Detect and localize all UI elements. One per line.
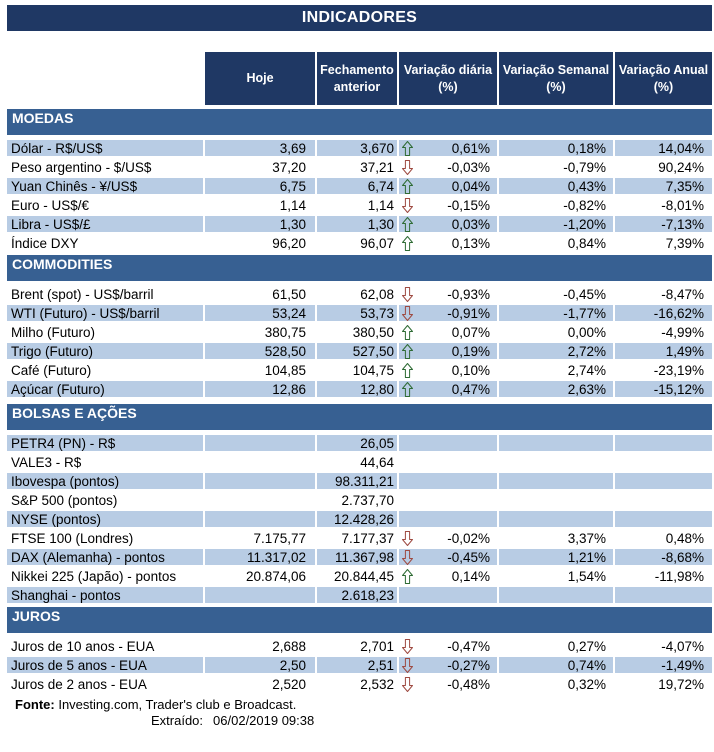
cell-variacao-anual: 7,35% bbox=[613, 178, 712, 194]
table-row bbox=[7, 435, 712, 451]
down-arrow-icon bbox=[402, 287, 413, 302]
cell-fechamento-anterior: 6,74 bbox=[315, 178, 397, 194]
cell-variacao-semanal: 3,37% bbox=[497, 530, 613, 546]
cell-label: Açúcar (Futuro) bbox=[7, 381, 203, 397]
cell-variacao-anual: -23,19% bbox=[613, 362, 712, 378]
cell-variacao-diaria bbox=[397, 530, 497, 546]
cell-variacao-semanal: 2,74% bbox=[497, 362, 613, 378]
cell-variacao-anual bbox=[613, 435, 712, 451]
cell-fechamento-anterior: 527,50 bbox=[315, 343, 397, 359]
cell-variacao-semanal bbox=[497, 587, 613, 603]
column-header-spacer bbox=[7, 52, 203, 105]
cell-hoje: 6,75 bbox=[203, 178, 315, 194]
daily-value: 0,47% bbox=[451, 381, 490, 397]
section-rows bbox=[7, 286, 712, 397]
down-arrow-icon bbox=[402, 198, 413, 213]
cell-variacao-diaria bbox=[397, 473, 497, 489]
cell-variacao-diaria bbox=[397, 435, 497, 451]
cell-fechamento-anterior: 2.737,70 bbox=[315, 492, 397, 508]
daily-value: -0,02% bbox=[447, 530, 490, 546]
daily-value: 0,03% bbox=[451, 216, 490, 232]
cell-variacao-semanal: 2,72% bbox=[497, 343, 613, 359]
down-arrow-icon bbox=[402, 677, 413, 692]
trend-icon-slot bbox=[402, 179, 414, 194]
table-row bbox=[7, 638, 712, 654]
daily-value: 0,19% bbox=[451, 343, 490, 359]
cell-variacao-anual: -1,49% bbox=[613, 657, 712, 673]
table-section bbox=[7, 109, 712, 251]
cell-variacao-diaria bbox=[397, 286, 497, 302]
source-line bbox=[15, 697, 712, 713]
section-rows bbox=[7, 140, 712, 251]
cell-label: S&P 500 (pontos) bbox=[7, 492, 203, 508]
cell-hoje bbox=[203, 435, 315, 451]
cell-variacao-diaria bbox=[397, 140, 497, 156]
cell-label: Índice DXY bbox=[7, 235, 203, 251]
cell-fechamento-anterior: 2,701 bbox=[315, 638, 397, 654]
cell-variacao-anual: 19,72% bbox=[613, 676, 712, 692]
trend-icon-slot bbox=[402, 455, 414, 470]
cell-variacao-diaria bbox=[397, 324, 497, 340]
cell-variacao-anual bbox=[613, 454, 712, 470]
daily-value: 0,14% bbox=[451, 568, 490, 584]
cell-fechamento-anterior: 62,08 bbox=[315, 286, 397, 302]
down-arrow-icon bbox=[402, 160, 413, 175]
table-row bbox=[7, 305, 712, 321]
cell-variacao-diaria bbox=[397, 511, 497, 527]
cell-label: Brent (spot) - US$/barril bbox=[7, 286, 203, 302]
cell-variacao-semanal: 0,32% bbox=[497, 676, 613, 692]
cell-variacao-anual: -15,12% bbox=[613, 381, 712, 397]
daily-value: -0,27% bbox=[447, 657, 490, 673]
trend-icon-slot bbox=[402, 160, 414, 175]
cell-variacao-anual: -4,07% bbox=[613, 638, 712, 654]
cell-hoje: 528,50 bbox=[203, 343, 315, 359]
cell-label: Libra - US$/£ bbox=[7, 216, 203, 232]
cell-fechamento-anterior: 11.367,98 bbox=[315, 549, 397, 565]
cell-label: Milho (Futuro) bbox=[7, 324, 203, 340]
down-arrow-icon bbox=[402, 306, 413, 321]
table-body bbox=[7, 109, 712, 692]
cell-variacao-diaria bbox=[397, 159, 497, 175]
trend-icon-slot bbox=[402, 493, 414, 508]
trend-icon-slot bbox=[402, 658, 414, 673]
up-arrow-icon bbox=[402, 382, 413, 397]
down-arrow-icon bbox=[402, 531, 413, 546]
daily-value: -0,93% bbox=[447, 286, 490, 302]
table-row bbox=[7, 511, 712, 527]
cell-label: DAX (Alemanha) - pontos bbox=[7, 549, 203, 565]
cell-variacao-semanal bbox=[497, 492, 613, 508]
cell-variacao-diaria bbox=[397, 343, 497, 359]
cell-hoje: 11.317,02 bbox=[203, 549, 315, 565]
cell-variacao-diaria bbox=[397, 549, 497, 565]
trend-icon-slot bbox=[402, 344, 414, 359]
cell-variacao-anual: -16,62% bbox=[613, 305, 712, 321]
down-arrow-icon bbox=[402, 639, 413, 654]
daily-value: -0,47% bbox=[447, 638, 490, 654]
cell-hoje: 104,85 bbox=[203, 362, 315, 378]
cell-variacao-anual: -4,99% bbox=[613, 324, 712, 340]
up-arrow-icon bbox=[402, 236, 413, 251]
trend-icon-slot bbox=[402, 436, 414, 451]
cell-hoje: 53,24 bbox=[203, 305, 315, 321]
cell-variacao-anual bbox=[613, 587, 712, 603]
daily-value: -0,03% bbox=[447, 159, 490, 175]
cell-hoje: 2,520 bbox=[203, 676, 315, 692]
daily-value: 0,10% bbox=[451, 362, 490, 378]
cell-variacao-semanal bbox=[497, 454, 613, 470]
cell-fechamento-anterior: 12,80 bbox=[315, 381, 397, 397]
trend-icon-slot bbox=[402, 141, 414, 156]
cell-label: Dólar - R$/US$ bbox=[7, 140, 203, 156]
cell-label: Yuan Chinês - ¥/US$ bbox=[7, 178, 203, 194]
cell-label: PETR4 (PN) - R$ bbox=[7, 435, 203, 451]
trend-icon-slot bbox=[402, 569, 414, 584]
section-header: MOEDAS bbox=[7, 109, 712, 135]
cell-hoje: 20.874,06 bbox=[203, 568, 315, 584]
table-section bbox=[7, 607, 712, 692]
cell-variacao-diaria bbox=[397, 676, 497, 692]
up-arrow-icon bbox=[402, 363, 413, 378]
cell-label: Ibovespa (pontos) bbox=[7, 473, 203, 489]
trend-icon-slot bbox=[402, 287, 414, 302]
cell-label: Peso argentino - $/US$ bbox=[7, 159, 203, 175]
up-arrow-icon bbox=[402, 141, 413, 156]
daily-value: -0,45% bbox=[447, 549, 490, 565]
cell-variacao-semanal: 1,54% bbox=[497, 568, 613, 584]
cell-variacao-semanal: -0,45% bbox=[497, 286, 613, 302]
column-header-var-semanal: Variação Semanal (%) bbox=[497, 52, 613, 105]
cell-variacao-diaria bbox=[397, 587, 497, 603]
daily-value: -0,15% bbox=[447, 197, 490, 213]
cell-variacao-diaria bbox=[397, 216, 497, 232]
cell-hoje: 2,50 bbox=[203, 657, 315, 673]
cell-fechamento-anterior: 2,51 bbox=[315, 657, 397, 673]
cell-label: Euro - US$/€ bbox=[7, 197, 203, 213]
table-row bbox=[7, 178, 712, 194]
cell-variacao-anual: -7,13% bbox=[613, 216, 712, 232]
trend-icon-slot bbox=[402, 639, 414, 654]
cell-variacao-diaria bbox=[397, 657, 497, 673]
cell-hoje: 7.175,77 bbox=[203, 530, 315, 546]
up-arrow-icon bbox=[402, 179, 413, 194]
cell-fechamento-anterior: 98.311,21 bbox=[315, 473, 397, 489]
cell-variacao-semanal: 0,27% bbox=[497, 638, 613, 654]
cell-hoje: 96,20 bbox=[203, 235, 315, 251]
column-header-var-anual: Variação Anual (%) bbox=[613, 52, 712, 105]
section-rows bbox=[7, 435, 712, 603]
cell-hoje bbox=[203, 587, 315, 603]
cell-fechamento-anterior: 44,64 bbox=[315, 454, 397, 470]
cell-variacao-semanal: 0,18% bbox=[497, 140, 613, 156]
trend-icon-slot bbox=[402, 363, 414, 378]
section-header: COMMODITIES bbox=[7, 255, 712, 281]
source-label: Fonte: bbox=[15, 697, 55, 712]
table-row bbox=[7, 324, 712, 340]
cell-variacao-semanal: 2,63% bbox=[497, 381, 613, 397]
cell-label: Shanghai - pontos bbox=[7, 587, 203, 603]
cell-label: VALE3 - R$ bbox=[7, 454, 203, 470]
cell-variacao-anual: -8,68% bbox=[613, 549, 712, 565]
cell-hoje: 61,50 bbox=[203, 286, 315, 302]
trend-icon-slot bbox=[402, 588, 414, 603]
section-rows bbox=[7, 638, 712, 692]
table-row bbox=[7, 587, 712, 603]
table-row bbox=[7, 568, 712, 584]
cell-variacao-diaria bbox=[397, 305, 497, 321]
trend-icon-slot bbox=[402, 306, 414, 321]
cell-fechamento-anterior: 1,14 bbox=[315, 197, 397, 213]
cell-label: Trigo (Futuro) bbox=[7, 343, 203, 359]
cell-variacao-diaria bbox=[397, 178, 497, 194]
daily-value: 0,13% bbox=[451, 235, 490, 251]
page-title: INDICADORES bbox=[7, 5, 712, 31]
column-header-row bbox=[7, 52, 712, 105]
cell-fechamento-anterior: 20.844,45 bbox=[315, 568, 397, 584]
table-row bbox=[7, 197, 712, 213]
cell-label: Nikkei 225 (Japão) - pontos bbox=[7, 568, 203, 584]
cell-variacao-semanal bbox=[497, 473, 613, 489]
cell-fechamento-anterior: 53,73 bbox=[315, 305, 397, 321]
cell-variacao-semanal bbox=[497, 435, 613, 451]
table-row bbox=[7, 454, 712, 470]
extracted-line bbox=[151, 713, 712, 729]
cell-hoje: 1,30 bbox=[203, 216, 315, 232]
cell-variacao-diaria bbox=[397, 454, 497, 470]
cell-label: Juros de 10 anos - EUA bbox=[7, 638, 203, 654]
cell-fechamento-anterior: 37,21 bbox=[315, 159, 397, 175]
cell-fechamento-anterior: 7.177,37 bbox=[315, 530, 397, 546]
daily-value: 0,07% bbox=[451, 324, 490, 340]
table-row bbox=[7, 216, 712, 232]
cell-fechamento-anterior: 2,532 bbox=[315, 676, 397, 692]
extracted-label: Extraído: bbox=[151, 713, 204, 728]
column-header-var-diaria: Variação diária (%) bbox=[397, 52, 497, 105]
table-row bbox=[7, 159, 712, 175]
cell-hoje: 37,20 bbox=[203, 159, 315, 175]
trend-icon-slot bbox=[402, 531, 414, 546]
cell-variacao-semanal: -0,82% bbox=[497, 197, 613, 213]
cell-label: Juros de 5 anos - EUA bbox=[7, 657, 203, 673]
column-header-fechamento: Fechamento anterior bbox=[315, 52, 397, 105]
trend-icon-slot bbox=[402, 512, 414, 527]
up-arrow-icon bbox=[402, 325, 413, 340]
cell-variacao-semanal bbox=[497, 511, 613, 527]
cell-variacao-anual: -8,01% bbox=[613, 197, 712, 213]
cell-variacao-diaria bbox=[397, 362, 497, 378]
cell-hoje bbox=[203, 492, 315, 508]
up-arrow-icon bbox=[402, 344, 413, 359]
trend-icon-slot bbox=[402, 198, 414, 213]
cell-variacao-anual: 0,48% bbox=[613, 530, 712, 546]
cell-variacao-semanal: 0,00% bbox=[497, 324, 613, 340]
cell-variacao-semanal: 0,74% bbox=[497, 657, 613, 673]
down-arrow-icon bbox=[402, 550, 413, 565]
column-header-hoje: Hoje bbox=[203, 52, 315, 105]
cell-variacao-semanal: -1,77% bbox=[497, 305, 613, 321]
trend-icon-slot bbox=[402, 325, 414, 340]
cell-hoje: 1,14 bbox=[203, 197, 315, 213]
cell-fechamento-anterior: 26,05 bbox=[315, 435, 397, 451]
cell-fechamento-anterior: 96,07 bbox=[315, 235, 397, 251]
cell-variacao-diaria bbox=[397, 197, 497, 213]
cell-variacao-semanal: 1,21% bbox=[497, 549, 613, 565]
cell-hoje: 2,688 bbox=[203, 638, 315, 654]
cell-variacao-anual bbox=[613, 492, 712, 508]
cell-fechamento-anterior: 104,75 bbox=[315, 362, 397, 378]
section-header: BOLSAS E AÇÕES bbox=[7, 404, 712, 430]
cell-variacao-diaria bbox=[397, 381, 497, 397]
up-arrow-icon bbox=[402, 217, 413, 232]
cell-variacao-anual: 90,24% bbox=[613, 159, 712, 175]
cell-label: Juros de 2 anos - EUA bbox=[7, 676, 203, 692]
table-row bbox=[7, 530, 712, 546]
table-row bbox=[7, 657, 712, 673]
daily-value: -0,91% bbox=[447, 305, 490, 321]
table-section bbox=[7, 404, 712, 603]
cell-variacao-diaria bbox=[397, 638, 497, 654]
trend-icon-slot bbox=[402, 550, 414, 565]
cell-variacao-semanal: 0,84% bbox=[497, 235, 613, 251]
table-row bbox=[7, 343, 712, 359]
report-footer bbox=[15, 697, 712, 729]
cell-variacao-semanal: 0,43% bbox=[497, 178, 613, 194]
cell-variacao-diaria bbox=[397, 492, 497, 508]
cell-fechamento-anterior: 1,30 bbox=[315, 216, 397, 232]
table-row bbox=[7, 235, 712, 251]
cell-variacao-semanal: -1,20% bbox=[497, 216, 613, 232]
trend-icon-slot bbox=[402, 236, 414, 251]
cell-hoje: 12,86 bbox=[203, 381, 315, 397]
cell-variacao-anual: -11,98% bbox=[613, 568, 712, 584]
cell-label: NYSE (pontos) bbox=[7, 511, 203, 527]
up-arrow-icon bbox=[402, 569, 413, 584]
down-arrow-icon bbox=[402, 658, 413, 673]
cell-hoje bbox=[203, 511, 315, 527]
table-row bbox=[7, 140, 712, 156]
table-row bbox=[7, 492, 712, 508]
trend-icon-slot bbox=[402, 677, 414, 692]
cell-variacao-anual: 1,49% bbox=[613, 343, 712, 359]
cell-variacao-semanal: -0,79% bbox=[497, 159, 613, 175]
cell-variacao-anual: 7,39% bbox=[613, 235, 712, 251]
daily-value: 0,61% bbox=[451, 140, 490, 156]
cell-hoje: 3,69 bbox=[203, 140, 315, 156]
cell-fechamento-anterior: 3,670 bbox=[315, 140, 397, 156]
cell-variacao-anual: -8,47% bbox=[613, 286, 712, 302]
cell-label: WTI (Futuro) - US$/barril bbox=[7, 305, 203, 321]
table-row bbox=[7, 549, 712, 565]
section-header: JUROS bbox=[7, 607, 712, 633]
daily-value: -0,48% bbox=[447, 676, 490, 692]
cell-variacao-anual bbox=[613, 473, 712, 489]
cell-hoje bbox=[203, 473, 315, 489]
daily-value: 0,04% bbox=[451, 178, 490, 194]
cell-label: Café (Futuro) bbox=[7, 362, 203, 378]
cell-variacao-diaria bbox=[397, 568, 497, 584]
table-row bbox=[7, 676, 712, 692]
table-row bbox=[7, 286, 712, 302]
cell-hoje bbox=[203, 454, 315, 470]
table-section bbox=[7, 255, 712, 397]
table-row bbox=[7, 362, 712, 378]
cell-label: FTSE 100 (Londres) bbox=[7, 530, 203, 546]
cell-variacao-diaria bbox=[397, 235, 497, 251]
trend-icon-slot bbox=[402, 217, 414, 232]
cell-variacao-anual: 14,04% bbox=[613, 140, 712, 156]
trend-icon-slot bbox=[402, 474, 414, 489]
source-text: Investing.com, Trader's club e Broadcast. bbox=[54, 697, 297, 712]
cell-fechamento-anterior: 2.618,23 bbox=[315, 587, 397, 603]
trend-icon-slot bbox=[402, 382, 414, 397]
extracted-value: 06/02/2019 09:38 bbox=[213, 713, 315, 728]
table-row bbox=[7, 381, 712, 397]
cell-fechamento-anterior: 12.428,26 bbox=[315, 511, 397, 527]
cell-variacao-anual bbox=[613, 511, 712, 527]
cell-hoje: 380,75 bbox=[203, 324, 315, 340]
table-row bbox=[7, 473, 712, 489]
cell-fechamento-anterior: 380,50 bbox=[315, 324, 397, 340]
